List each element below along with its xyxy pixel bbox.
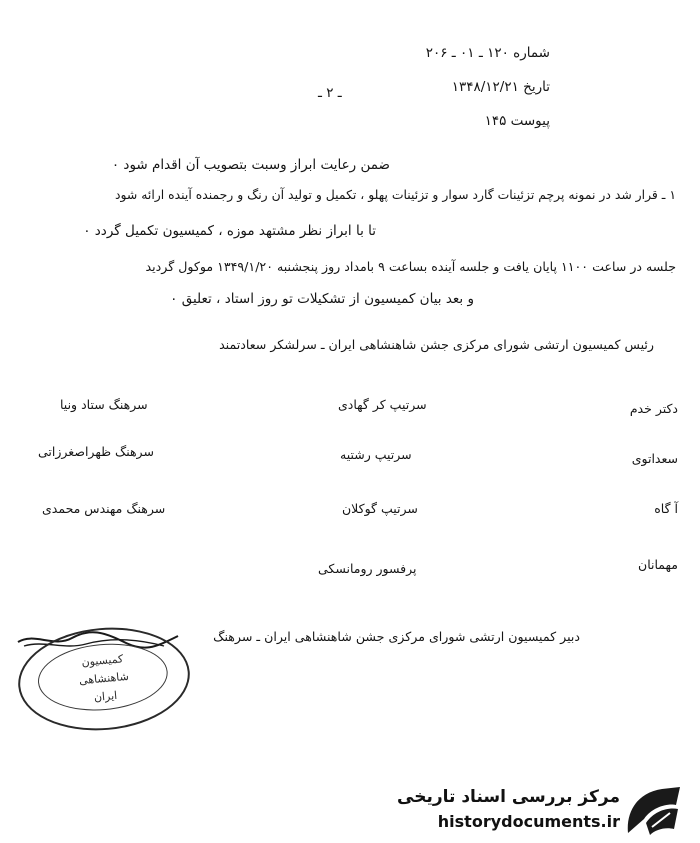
letter-date: تاریخ ۱۳۴۸/۱۲/۲۱ — [451, 79, 550, 95]
archive-logo-icon — [622, 783, 686, 839]
dash-mark: ـ ۲ ـ — [318, 85, 342, 101]
watermark-title: مرکز بررسی اسناد تاریخی — [397, 787, 620, 807]
member-row4-right: مهمانان — [638, 557, 678, 572]
member-row3-right: آ گاه — [654, 501, 678, 516]
letter-attachment: پیوست ۱۴۵ — [484, 113, 550, 129]
stamp-text-2: شاهنشاهی — [78, 669, 130, 688]
body-line-1: ضمن رعایت ابراز وسبت بتصویب آن اقدام شود ۰ — [111, 157, 390, 173]
member-row1-mid: سرتیپ کر گهادی — [338, 397, 427, 412]
member-row4-mid: پرفسور رومانسکی — [318, 561, 417, 576]
body-line-4: جلسه در ساعت ۱۱۰۰ پایان یافت و جلسه آینده بساعت ۹ بامداد روز پنجشنبه ۱۳۴۹/۱/۲۰ موکول گردید — [145, 259, 676, 274]
watermark-url: historydocuments.ir — [437, 812, 620, 831]
commission-chair: رئیس کمیسیون ارتشی شورای مرکزی جشن شاهنشاهی ایران ـ سرلشکر سعادتمند — [219, 337, 654, 352]
member-row3-mid: سرتیپ گوکلان — [342, 501, 418, 516]
letter-number: شماره ۱۲۰ ـ ۰۱ ـ ۲۰۶ — [425, 45, 550, 61]
stamp-text-3: ایران — [93, 688, 118, 704]
member-row2-mid: سرتیپ رشتیه — [340, 447, 412, 462]
body-line-5: و بعد بیان کمیسیون از تشکیلات تو روز استاد ، تعلیق ۰ — [170, 291, 474, 307]
member-row1-left: سرهنگ ستاد ونیا — [60, 397, 148, 412]
member-row2-right: سعداتوی — [631, 451, 678, 466]
commission-secretary: دبیر کمیسیون ارتشی شورای مرکزی جشن شاهنشاهی ایران ـ سرهنگ — [213, 629, 580, 644]
stamp-text-1: کمیسیون — [80, 652, 124, 669]
body-line-3: تا با ابراز نظر مشتهد موزه ، کمیسیون تکمیل گردد ۰ — [83, 223, 376, 239]
member-row1-right: دکتر خدم — [629, 401, 678, 416]
body-line-2: ۱ ـ قرار شد در نمونه پرچم تزئینات گارد سوار و تزئینات پهلو ، تکمیل و تولید آن رنگ و رجمنده آینده ارائه شود — [115, 187, 676, 202]
member-row2-left: سرهنگ ظهراصغرزاتی — [38, 444, 154, 459]
member-row3-left: سرهنگ مهندس محمدی — [42, 501, 166, 516]
